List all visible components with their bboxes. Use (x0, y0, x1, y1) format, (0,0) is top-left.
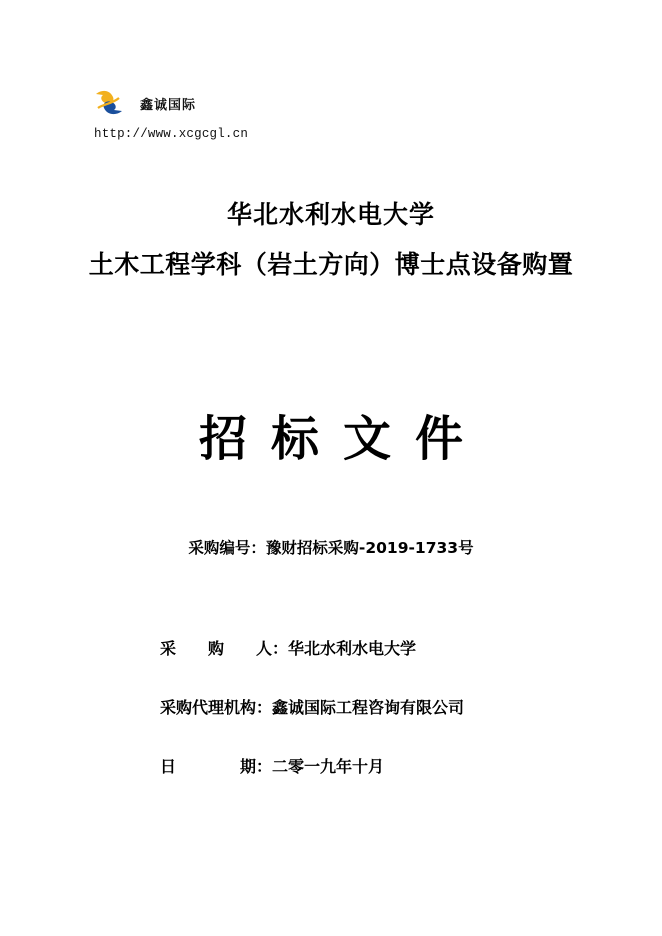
xincheng-butterfly-logo-icon (92, 88, 126, 118)
document-headline: 招标文件 (198, 411, 487, 467)
page-title (0, 196, 662, 283)
company-website: http://www.xcgcgl.cn (94, 127, 249, 141)
info-label-purchaser: 采 购 人： (160, 639, 289, 658)
info-row-date (160, 754, 580, 777)
letterhead (92, 88, 512, 141)
title-line-organization: 华北水利水电大学 (226, 200, 435, 229)
info-row-agency (160, 695, 580, 718)
title-line-project: 土木工程学科（岩土方向）博士点设备购置 (88, 249, 574, 279)
company-short-name: 鑫诚国际 (140, 97, 197, 113)
info-value-date: 二零一九年十月 (272, 757, 385, 776)
procurement-number-value: 豫财招标采购-2019-1733号 (265, 539, 474, 557)
info-label-agency: 采购代理机构： (160, 698, 273, 717)
info-label-date: 日 期： (160, 757, 273, 776)
procurement-number-label: 采购编号： (188, 539, 266, 557)
info-value-agency: 鑫诚国际工程咨询有限公司 (272, 698, 465, 717)
logo-row (92, 88, 512, 118)
info-value-purchaser: 华北水利水电大学 (288, 639, 417, 658)
document-info-block (160, 636, 580, 813)
procurement-number (0, 536, 662, 558)
info-row-purchaser (160, 636, 580, 659)
